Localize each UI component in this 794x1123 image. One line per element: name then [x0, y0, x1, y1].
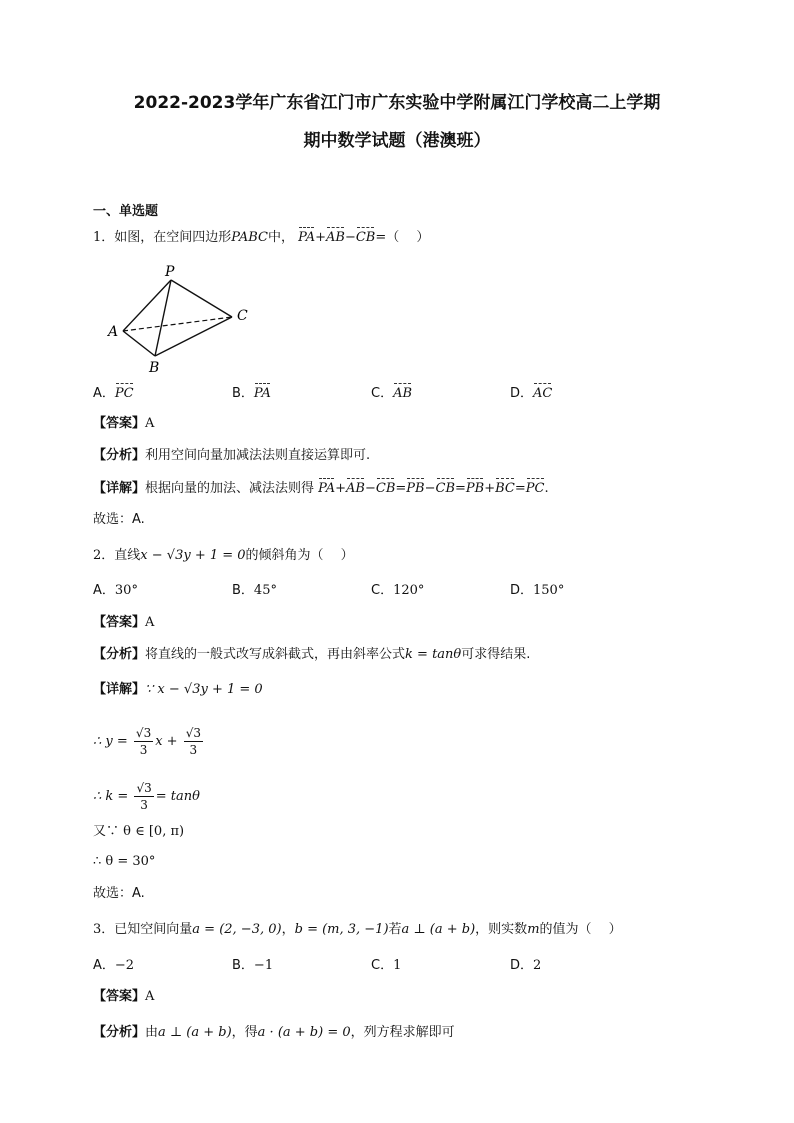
document-title-line2: 期中数学试题（港澳班） [303, 131, 491, 151]
q2-option-c: C．120° [371, 583, 425, 598]
q1-option-d: D．AC [510, 386, 553, 401]
q3-option-a: A．−2 [93, 958, 135, 973]
edge-pb [155, 280, 171, 356]
q3-answer: 【答案】A [93, 989, 155, 1004]
q2-option-a: A．30° [93, 583, 138, 598]
q2-answer: 【答案】A [93, 615, 155, 630]
q2-step-k: ∴ k = $\frac{√3}{3}$ = tanθ [93, 781, 200, 812]
edge-ab [123, 331, 155, 356]
q2-analysis: 【分析】将直线的一般式改写成斜截式，再由斜率公式k = tanθ可求得结果. [93, 647, 531, 662]
q1-answer: 【答案】A [93, 416, 155, 431]
q1-vec-2: AB [326, 230, 345, 245]
q1-option-c: C．AB [371, 386, 413, 401]
edge-pa [123, 280, 171, 331]
q1-op-3: = [375, 230, 387, 245]
edge-pc [171, 280, 232, 317]
q1-analysis: 【分析】利用空间向量加减法法则直接运算即可. [93, 448, 371, 463]
q2-step-theta: ∴ θ = 30° [93, 854, 156, 869]
q3-analysis: 【分析】由a ⊥ (a + b)，得a · (a + b) = 0，列方程求解即可 [93, 1025, 455, 1040]
q1-conclusion: 故选：A. [93, 512, 145, 527]
q1-vec-3: CB [355, 230, 376, 245]
tetrahedron-figure [100, 262, 260, 377]
q1-op-2: − [344, 230, 356, 245]
q1-detail: 【详解】根据向量的加法、减法法则得 PA+AB−CB=PB−CB=PB+BC=PC. [93, 481, 549, 496]
q2-option-b: B．45° [232, 583, 277, 598]
q1-stem [93, 229, 429, 247]
label-a: A [108, 324, 119, 340]
q2-step-y: ∴ y = $\frac{√3}{3}$ x + $\frac{√3}{3}$ [93, 726, 201, 757]
label-p: P [165, 264, 175, 280]
q1-number: 1． [93, 230, 115, 245]
q2-option-d: D．150° [510, 583, 565, 598]
q1-text-before: 如图，在空间四边形 [114, 230, 232, 245]
label-c: C [237, 308, 248, 324]
q2-conclusion: 故选：A. [93, 886, 145, 901]
q1-option-a: A．PC [93, 386, 134, 401]
q1-blank: （ ） [386, 230, 430, 245]
q1-option-b: B．PA [232, 386, 271, 401]
q3-option-b: B．−1 [232, 958, 274, 973]
q3-stem: 3．已知空间向量a = (2, −3, 0)，b = (m, 3, −1)若a ⊥ (a + b)，则实数m的值为（ ） [93, 922, 622, 937]
q2-detail: 【详解】∵ x − √3y + 1 = 0 [93, 682, 263, 697]
q3-option-c: C．1 [371, 958, 402, 973]
q3-option-d: D．2 [510, 958, 542, 973]
label-b: B [149, 360, 160, 376]
section-heading: 一、单选题 [93, 204, 159, 219]
q1-shape: PABC [231, 230, 268, 245]
document-title-line1: 2022-2023学年广东省江门市广东实验中学附属江门学校高二上学期 [133, 93, 661, 113]
q2-stem: 2．直线x − √3y + 1 = 0的倾斜角为（ ） [93, 548, 354, 563]
q2-step-range: 又∵ θ ∈ [0, π) [93, 824, 185, 839]
edge-bc [155, 317, 232, 356]
q1-vec-1: PA [298, 230, 316, 245]
q1-op-1: + [315, 230, 326, 245]
edge-ac-hidden [123, 317, 232, 331]
q1-text-after: 中， [267, 230, 294, 245]
